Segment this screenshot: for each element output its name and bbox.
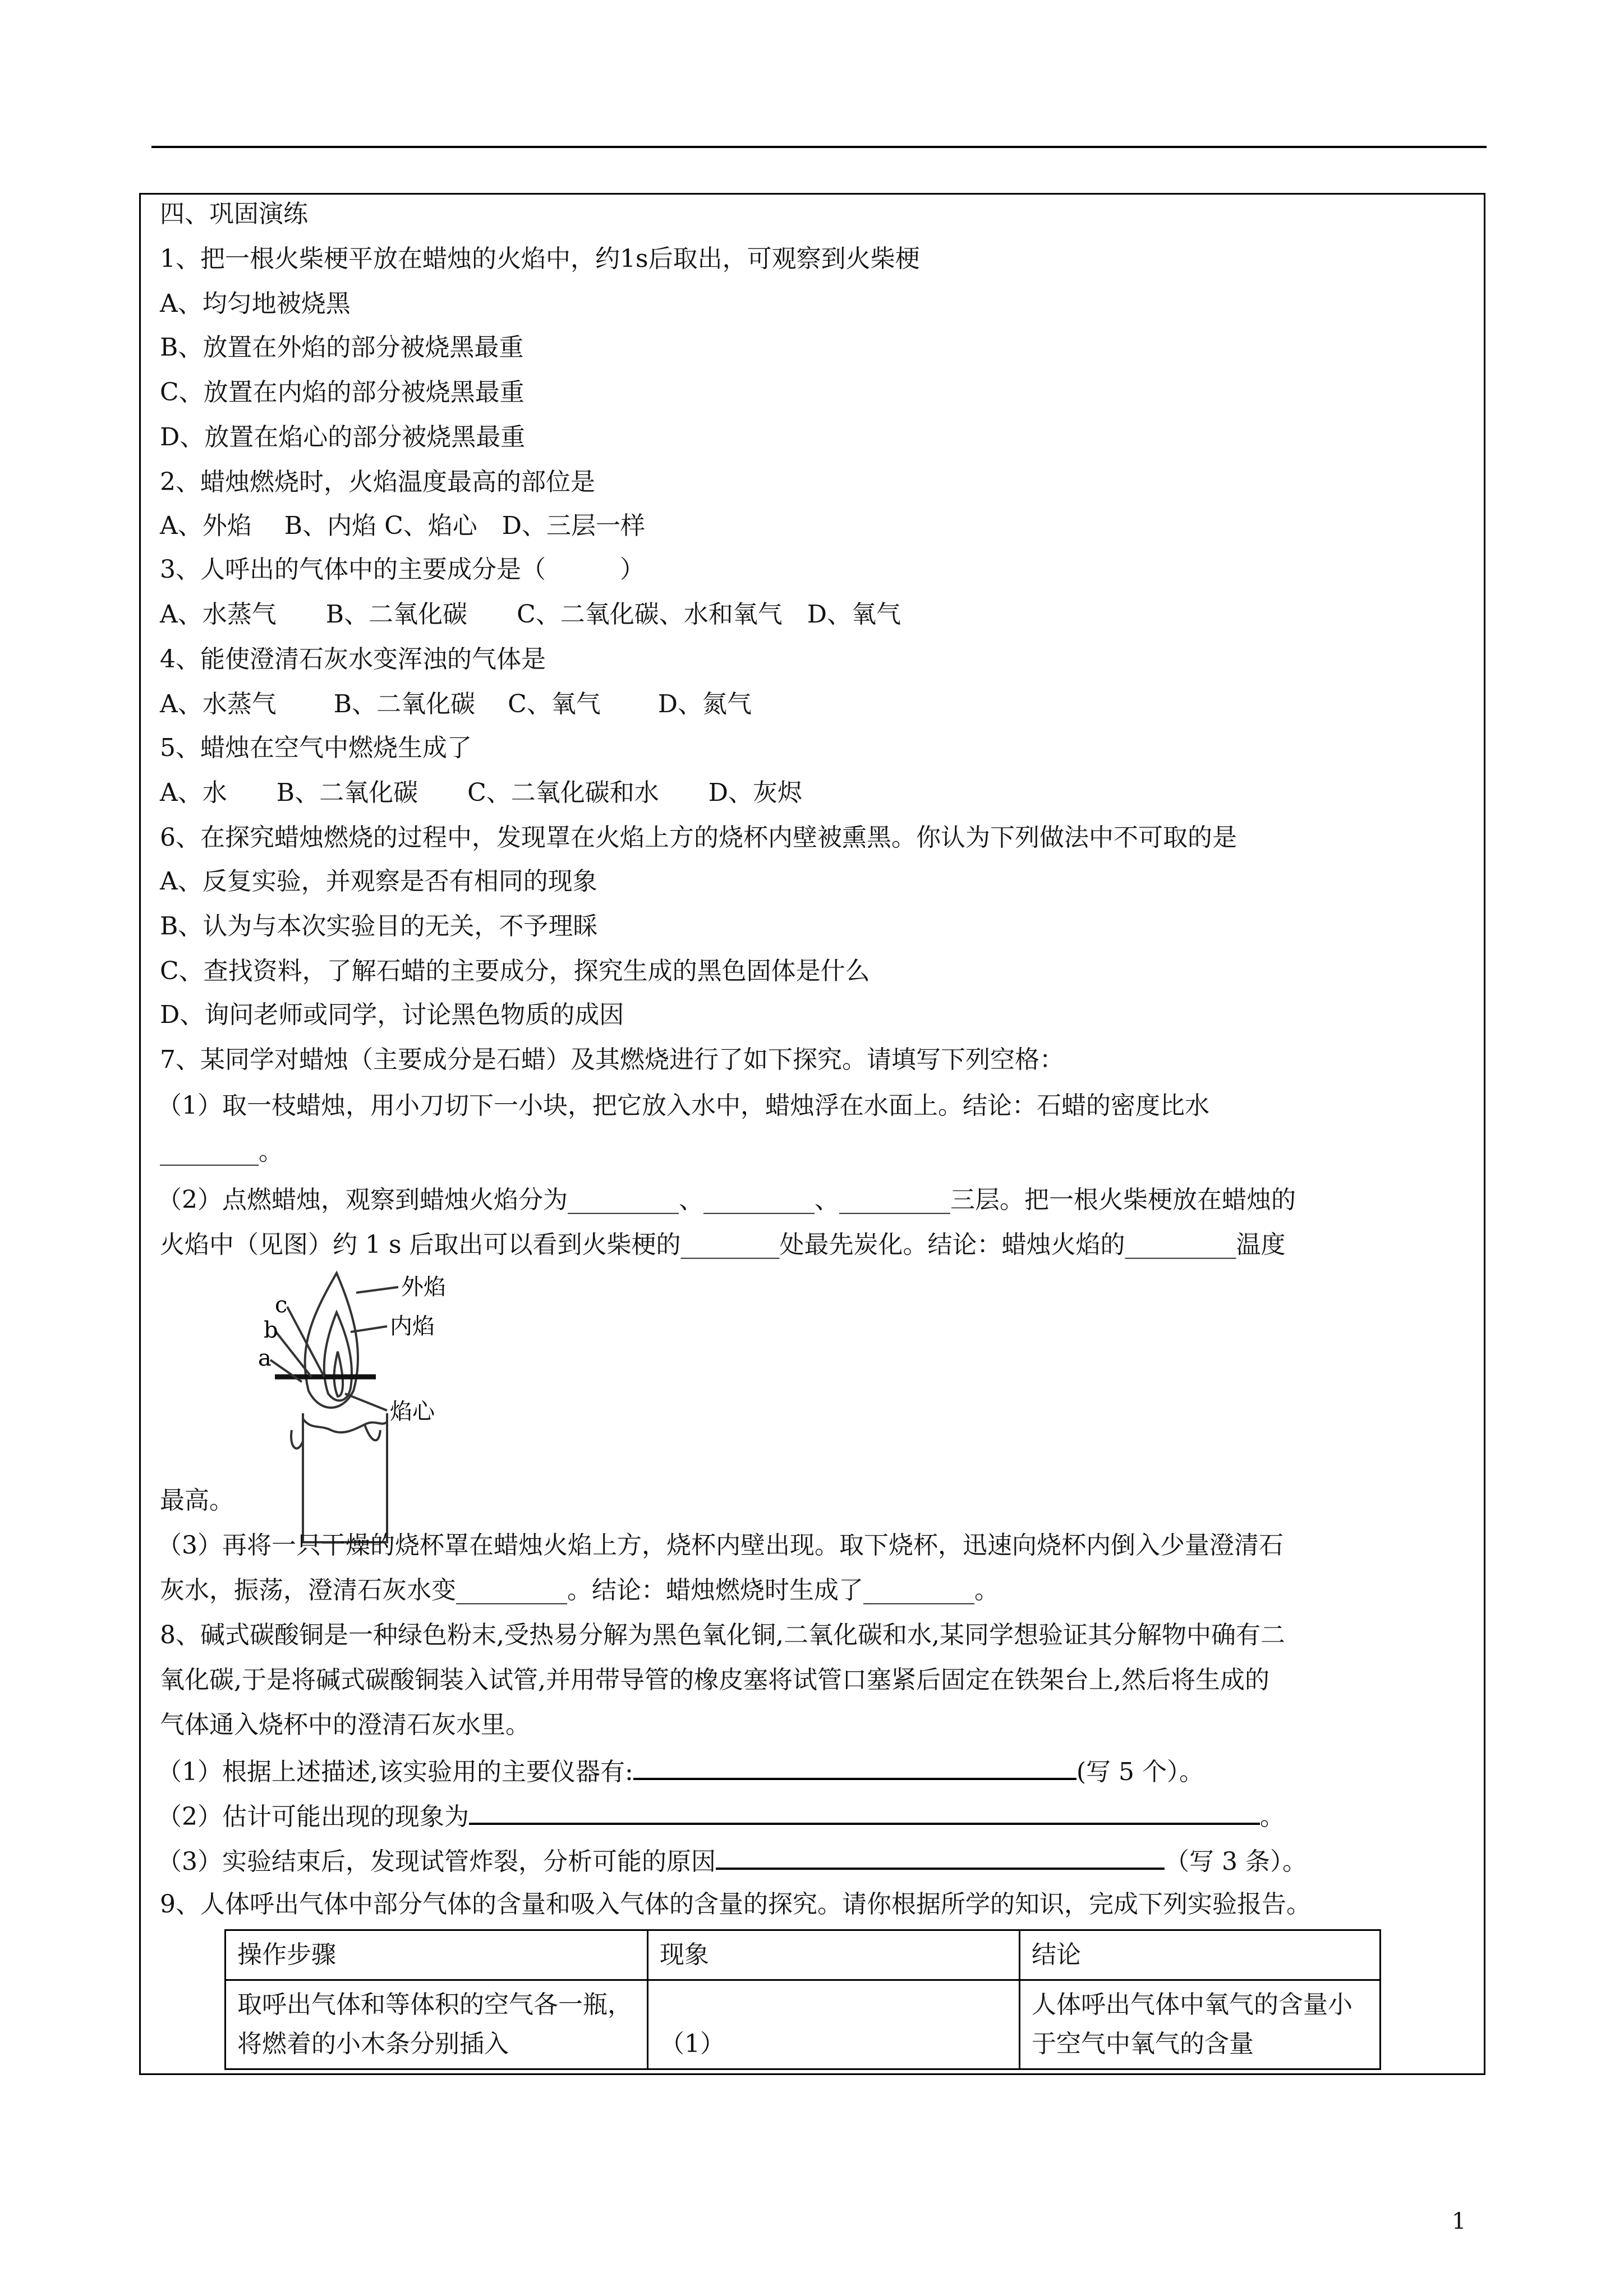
q8-stem-line1: 8、碱式碳酸铜是一种绿色粉末,受热易分解为黑色氧化铜,二氧化碳和水,某同学想验证其分解物中确有二	[160, 1621, 1285, 1649]
q7-part2-line1: （2）点燃蜡烛，观察到蜡烛火焰分为_________、_________、_________三层。把一根火柴梗放在蜡烛的	[157, 1186, 1296, 1214]
q7-part3-line1: （3）再将一只干燥的烧杯罩在蜡烛火焰上方，烧杯内壁出现。取下烧杯，迅速向烧杯内倒入少量澄清石	[157, 1531, 1283, 1560]
q6-option-b: B、认为与本次实验目的无关，不予理睬	[160, 912, 598, 940]
q8-part3-prefix: （3）实验结束后，发现试管炸裂，分析可能的原因	[157, 1847, 716, 1876]
table-header-row	[226, 1930, 1381, 1980]
header-step: 操作步骤	[226, 1930, 648, 1980]
q9-stem: 9、人体呼出气体中部分气体的含量和吸入气体的含量的探究。请你根据所学的知识，完成下列实验报告。	[160, 1890, 1311, 1919]
q6-option-a: A、反复实验，并观察是否有相同的现象	[160, 867, 597, 896]
q7-part3-line2: 灰水，振荡，澄清石灰水变_________。结论：蜡烛燃烧时生成了_________。	[160, 1576, 999, 1605]
label-outer-flame: 外焰	[401, 1274, 446, 1300]
q3-stem: 3、人呼出的气体中的主要成分是（ ）	[160, 555, 645, 584]
header-rule	[151, 146, 1487, 148]
label-c: c	[275, 1292, 288, 1318]
label-a: a	[258, 1345, 272, 1371]
q1-option-d: D、放置在焰心的部分被烧黑最重	[160, 423, 526, 451]
q2-stem: 2、蜡烛燃烧时，火焰温度最高的部位是	[160, 468, 595, 496]
q8-part3	[157, 1843, 1307, 1879]
label-b: b	[264, 1317, 278, 1343]
q5-options: A、水 B、二氧化碳 C、二氧化碳和水 D、灰烬	[160, 778, 803, 807]
q8-part1	[157, 1753, 1204, 1789]
label-inner-flame: 内焰	[390, 1313, 435, 1339]
q8-stem-line2: 氧化碳,于是将碱式碳酸铜装入试管,并用带导管的橡皮塞将试管口塞紧后固定在铁架台上,然后将生成的	[160, 1666, 1269, 1694]
q8-part3-suffix: （写 3 条）。	[1165, 1847, 1307, 1876]
candle-flame-figure	[236, 1262, 471, 1553]
q8-stem-line3: 气体通入烧杯中的澄清石灰水里。	[160, 1711, 530, 1739]
experiment-report-table	[224, 1929, 1381, 2070]
cell-conclusion: 人体呼出气体中氧气的含量小于空气中氧气的含量	[1020, 1980, 1381, 2069]
q7-part2-line2: 火焰中（见图）约 1 s 后取出可以看到火柴梗的________处最先炭化。结论：蜡烛火焰的_________温度	[160, 1230, 1286, 1259]
q4-stem: 4、能使澄清石灰水变浑浊的气体是	[160, 645, 546, 674]
q8-part2	[157, 1798, 1285, 1834]
q7-stem: 7、某同学对蜡烛（主要成分是石蜡）及其燃烧进行了如下探究。请填写下列空格：	[160, 1045, 1064, 1074]
q6-stem: 6、在探究蜡烛燃烧的过程中，发现罩在火焰上方的烧杯内壁被熏黑。你认为下列做法中不可取的是	[160, 823, 1237, 852]
page-number: 1	[1452, 2209, 1466, 2234]
q1-stem: 1、把一根火柴梗平放在蜡烛的火焰中，约1s后取出，可观察到火柴梗	[160, 245, 920, 273]
q4-options: A、水蒸气 B、二氧化碳 C、氧气 D、氮气	[160, 690, 752, 718]
q8-part1-blank[interactable]	[633, 1753, 1076, 1780]
q8-part1-suffix: (写 5 个）。	[1076, 1758, 1204, 1786]
label-flame-core: 焰心	[390, 1399, 435, 1424]
q7-part2-line3: 最高。	[160, 1486, 234, 1515]
q1-option-c: C、放置在内焰的部分被烧黑最重	[160, 378, 525, 407]
cell-phenomenon[interactable]: （1）	[648, 1980, 1020, 2069]
q7-part1-line2: ________。	[160, 1137, 283, 1166]
header-phenomenon: 现象	[648, 1930, 1020, 1980]
header-conclusion: 结论	[1020, 1930, 1381, 1980]
q6-option-c: C、查找资料，了解石蜡的主要成分，探究生成的黑色固体是什么	[160, 957, 870, 985]
q6-option-d: D、询问老师或同学，讨论黑色物质的成因	[160, 1001, 624, 1029]
q8-part1-prefix: （1）根据上述描述,该实验用的主要仪器有:	[157, 1758, 633, 1786]
q2-options: A、外焰 B、内焰 C、焰心 D、三层一样	[160, 511, 646, 540]
q8-part3-blank[interactable]	[716, 1843, 1165, 1870]
q8-part2-suffix: 。	[1260, 1802, 1285, 1831]
q1-option-a: A、均匀地被烧黑	[160, 289, 351, 318]
q1-option-b: B、放置在外焰的部分被烧黑最重	[160, 333, 524, 362]
q8-part2-prefix: （2）估计可能出现的现象为	[157, 1802, 469, 1831]
cell-step: 取呼出气体和等体积的空气各一瓶，将燃着的小木条分别插入	[226, 1980, 648, 2069]
q8-part2-blank[interactable]	[469, 1798, 1260, 1825]
section-title: 四、巩固演练	[160, 200, 308, 228]
q7-part1-line1: （1）取一枝蜡烛，用小刀切下一小块，把它放入水中，蜡烛浮在水面上。结论：石蜡的密度比水	[157, 1091, 1209, 1120]
q3-options: A、水蒸气 B、二氧化碳 C、二氧化碳、水和氧气 D、氧气	[160, 600, 901, 629]
table-row	[226, 1980, 1381, 2069]
q5-stem: 5、蜡烛在空气中燃烧生成了	[160, 734, 472, 762]
